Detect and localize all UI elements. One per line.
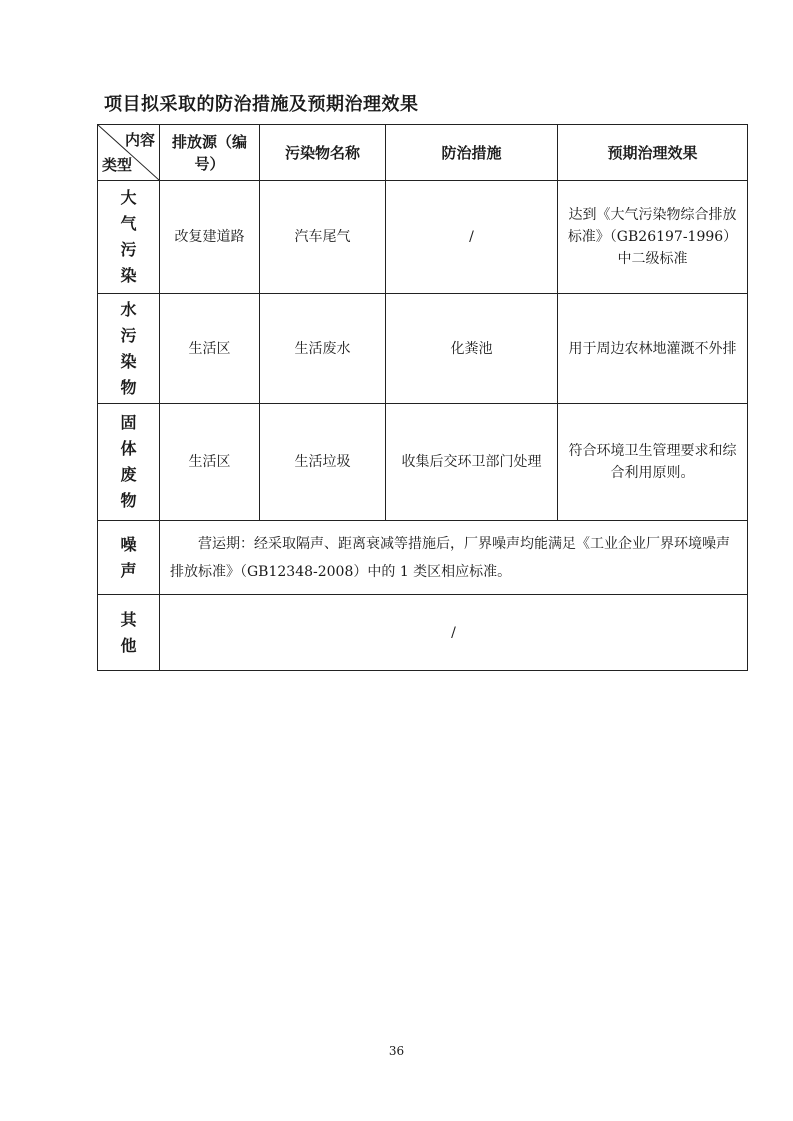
header-pollutant: 污染物名称 xyxy=(260,125,386,181)
row-type: 大气污染 xyxy=(120,188,137,285)
page-number: 36 xyxy=(388,1044,405,1058)
table-row-noise xyxy=(98,521,748,595)
row-type: 水污染物 xyxy=(120,299,137,397)
row-effect: 符合环境卫生管理要求和综合利用原则。 xyxy=(558,404,748,521)
header-type-label: 类型 xyxy=(102,156,133,174)
row-measure: / xyxy=(386,181,558,294)
measures-table xyxy=(97,124,748,671)
row-source: 生活区 xyxy=(160,404,260,521)
noise-text: 营运期：经采取隔声、距离衰减等措施后，厂界噪声均能满足《工业企业厂界环境噪声排放标准》（GB12348-2008）中的 1 类区相应标准。 xyxy=(160,521,748,595)
header-diagonal-cell xyxy=(98,125,160,181)
table-row-other xyxy=(98,595,748,671)
table-row-water xyxy=(98,294,748,404)
row-source: 改复建道路 xyxy=(160,181,260,294)
row-measure: 化粪池 xyxy=(386,294,558,404)
row-pollutant: 汽车尾气 xyxy=(260,181,386,294)
row-type: 固体废物 xyxy=(120,413,137,510)
table-header-row xyxy=(98,125,748,181)
row-pollutant: 生活废水 xyxy=(260,294,386,404)
header-effect: 预期治理效果 xyxy=(558,125,748,181)
row-effect: 用于周边农林地灌溉不外排 xyxy=(558,294,748,404)
table-row-solid xyxy=(98,404,748,521)
row-type: 噪声 xyxy=(120,534,137,580)
table-row-air xyxy=(98,181,748,294)
header-content-label: 内容 xyxy=(124,131,155,149)
row-effect: 达到《大气污染物综合排放标准》（GB26197-1996）中二级标准 xyxy=(558,181,748,294)
other-text: / xyxy=(160,595,748,671)
row-type: 其他 xyxy=(120,609,137,655)
row-source: 生活区 xyxy=(160,294,260,404)
page-title: 项目拟采取的防治措施及预期治理效果 xyxy=(104,94,419,115)
header-source: 排放源（编号） xyxy=(160,125,260,181)
row-pollutant: 生活垃圾 xyxy=(260,404,386,521)
row-measure: 收集后交环卫部门处理 xyxy=(386,404,558,521)
header-measure: 防治措施 xyxy=(386,125,558,181)
